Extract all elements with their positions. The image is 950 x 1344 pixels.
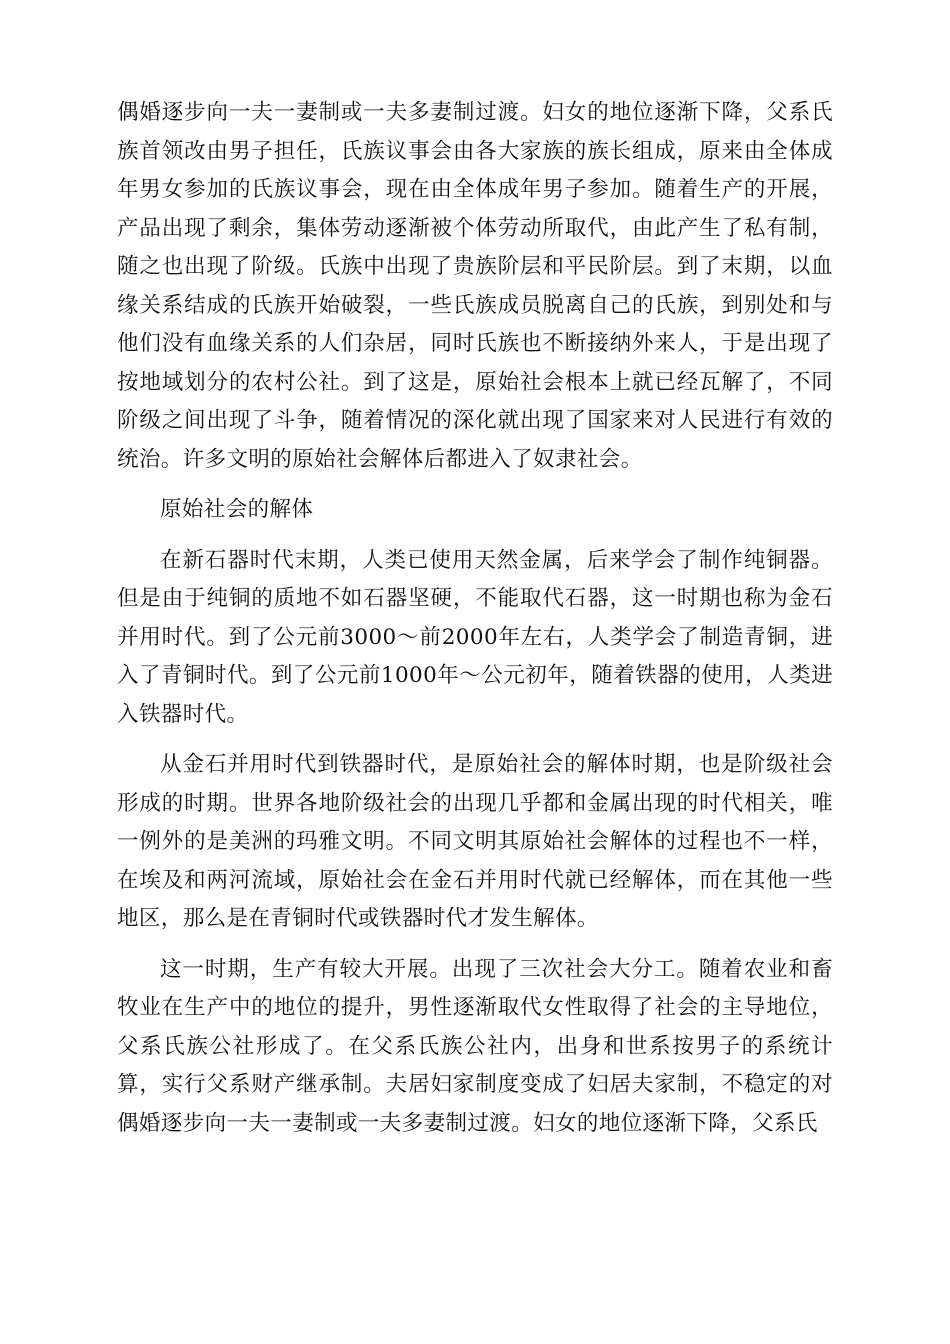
paragraph-metal-ages: 在新石器时代末期，人类已使用天然金属，后来学会了制作纯铜器。但是由于纯铜的质地不如石器坚硬，不能取代石器，这一时期也称为金石并用时代。到了公元前3000～前2000年左右，人类学会了制造青铜，进入了青铜时代。到了公元前1000年～公元初年，随着铁器的使用，人类进入铁器时代。 <box>117 547 833 727</box>
paragraph-production-development: 这一时期，生产有较大开展。出现了三次社会大分工。随着农业和畜牧业在生产中的地位的提升，男性逐渐取代女性取得了社会的主导地位，父系氏族公社形成了。在父系氏族公社内，出身和世系按男子的系统计算，实行父系财产继承制。夫居妇家制度变成了妇居夫家制，不稳定的对偶婚逐步向一夫一妻制或一夫多妻制过渡。妇女的地位逐渐下降，父系氏 <box>117 956 833 1136</box>
paragraph-continuation: 偶婚逐步向一夫一妻制或一夫多妻制过渡。妇女的地位逐渐下降，父系氏族首领改由男子担任，氏族议事会由各大家族的族长组成，原来由全体成年男女参加的氏族议事会，现在由全体成年男子参加。随着生产的开展，产品出现了剩余，集体劳动逐渐被个体劳动所取代，由此产生了私有制，随之也出现了阶级。氏族中出现了贵族阶层和平民阶层。到了末期，以血缘关系结成的氏族开始破裂，一些氏族成员脱离自己的氏族，到别处和与他们没有血缘关系的人们杂居，同时氏族也不断接纳外来人，于是出现了按地域划分的农村公社。到了这是，原始社会根本上就已经瓦解了，不同阶级之间出现了斗争，随着情况的深化就出现了国家来对人民进行有效的统治。许多文明的原始社会解体后都进入了奴隶社会。 <box>117 100 833 472</box>
section-heading: 原始社会的解体 <box>160 497 314 522</box>
document-body <box>117 94 833 1143</box>
paragraph-dissolution-period: 从金石并用时代到铁器时代，是原始社会的解体时期，也是阶级社会形成的时期。世界各地阶级社会的出现几乎都和金属出现的时代相关，唯一例外的是美洲的玛雅文明。不同文明其原始社会解体的过程也不一样，在埃及和两河流域，原始社会在金石并用时代就已经解体，而在其他一些地区，那么是在青铜时代或铁器时代才发生解体。 <box>117 752 833 931</box>
